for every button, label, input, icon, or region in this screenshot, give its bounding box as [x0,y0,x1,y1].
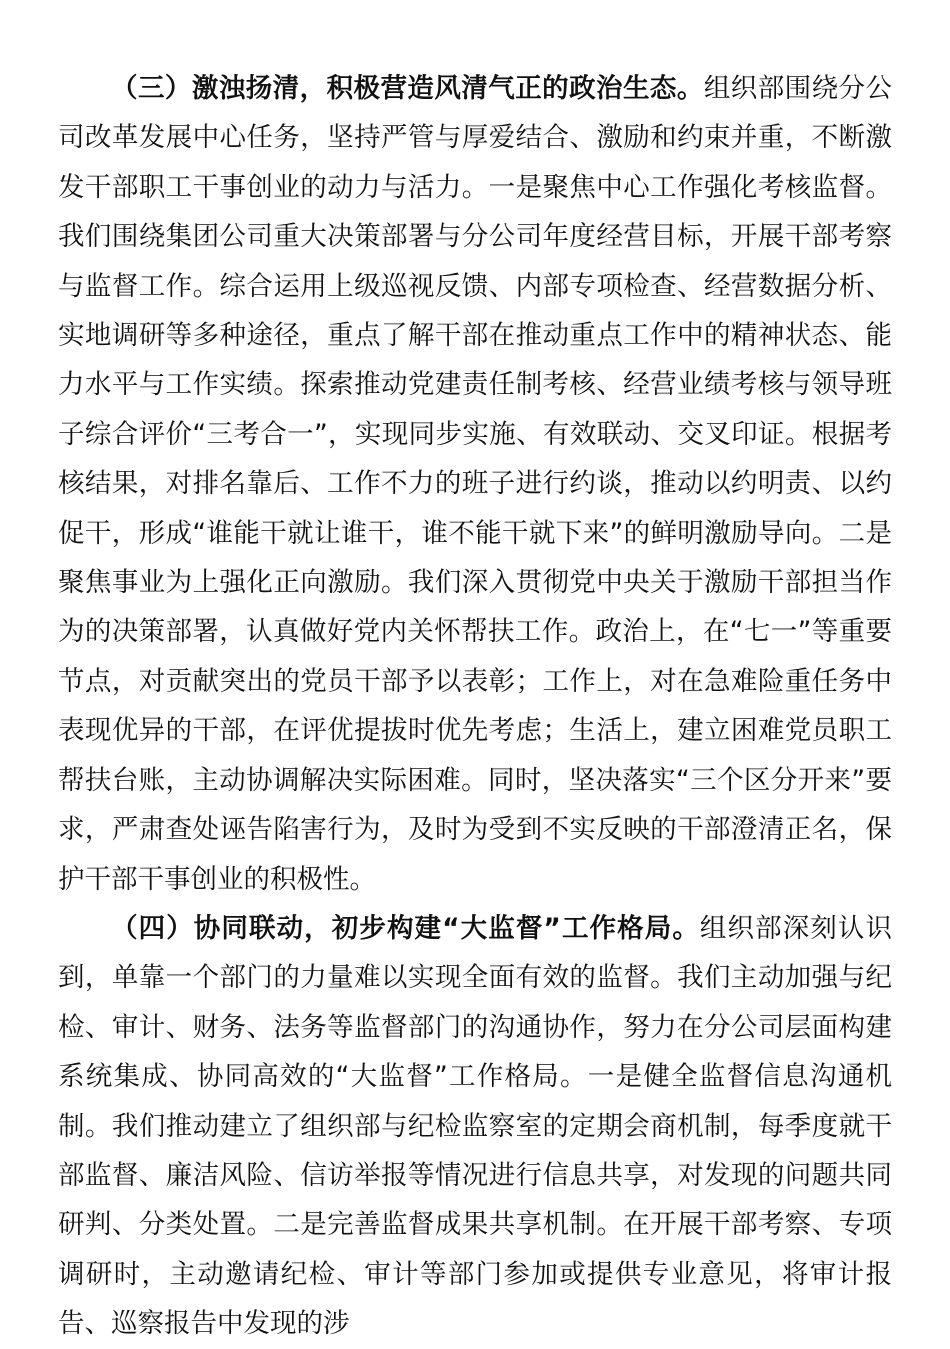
paragraph-section-4 [58,904,892,1349]
paragraph-section-3 [58,64,892,904]
section-heading: （四）协同联动，初步构建“大监督”工作格局。 [111,912,700,944]
paragraph-body: 组织部围绕分公司改革发展中心任务，坚持严管与厚爱结合、激励和约束并重，不断激发干部职工干事创业的动力与活力。一是聚焦中心工作强化考核监督。我们围绕集团公司重大决策部署与分公司年度经营目标，开展干部考察与监督工作。综合运用上级巡视反馈、内部专项检查、经营数据分析、实地调研等多种途径，重点了解干部在推动重点工作中的精神状态、能力水平与工作实绩。探索推动党建责任制考核、经营业绩考核与领导班子综合评价“三考合一”，实现同步实施、有效联动、交叉印证。根据考核结果，对排名靠后、工作不力的班子进行约谈，推动以约明责、以约促干，形成“谁能干就让谁干，谁不能干就下来”的鲜明激励导向。二是聚焦事业为上强化正向激励。我们深入贯彻党中央关于激励干部担当作为的决策部署，认真做好党内关怀帮扶工作。政治上，在“七一”等重要节点，对贡献突出的党员干部予以表彰；工作上，对在急难险重任务中表现优异的干部，在评优提拔时优先考虑；生活上，建立困难党员职工帮扶台账，主动协调解决实际困难。同时，坚决落实“三个区分开来”要求，严肃查处诬告陷害行为，及时为受到不实反映的干部澄清正名，保护干部干事创业的积极性。 [58,73,893,895]
paragraph-body: 组织部深刻认识到，单靠一个部门的力量难以实现全面有效的监督。我们主动加强与纪检、审计、财务、法务等监督部门的沟通协作，努力在分公司层面构建系统集成、协同高效的“大监督”工作格局。一是健全监督信息沟通机制。我们推动建立了组织部与纪检监察室的定期会商机制，每季度就干部监督、廉洁风险、信访举报等情况进行信息共享，对发现的问题共同研判、分类处置。二是完善监督成果共享机制。在开展干部考察、专项调研时，主动邀请纪检、审计等部门参加或提供专业意见，将审计报告、巡察报告中发现的涉 [58,912,892,1340]
document-page [58,64,892,1349]
section-heading: （三）激浊扬清，积极营造风清气正的政治生态。 [111,73,704,104]
